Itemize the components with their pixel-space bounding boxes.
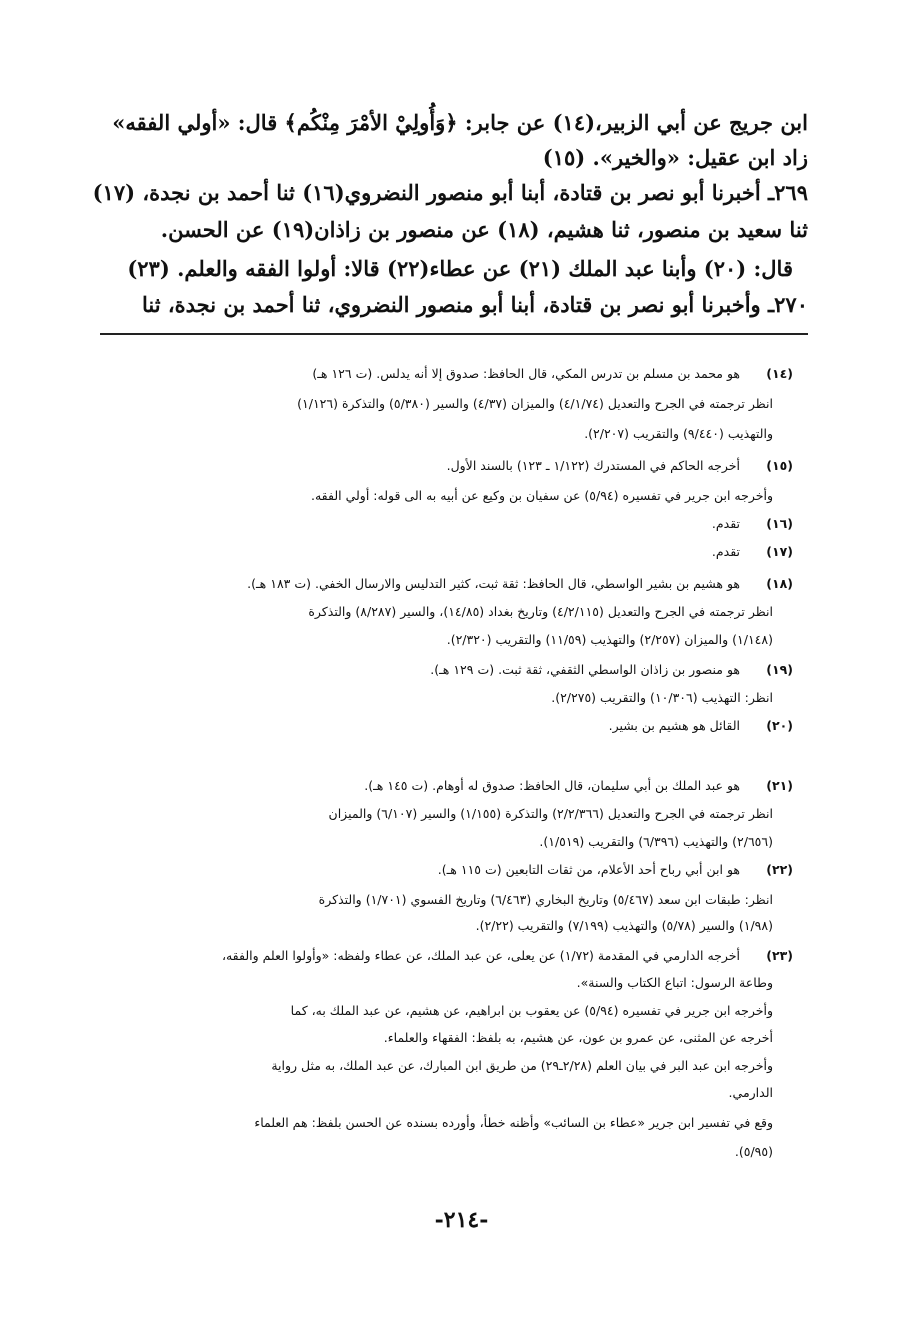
footnote-line bbox=[93, 662, 793, 677]
footnote-text: انظر ترجمته في الجرح والتعديل (٤/١/٧٤) والميزان (٤/٣٧) والسير (٥/٣٨٠) والتذكرة (١/١٢٦) bbox=[297, 396, 773, 411]
footnote-line bbox=[73, 1030, 773, 1045]
main-text-line-3: ٢٦٩ـ أخبرنا أبو نصر بن قتادة، أبنا أبو منصور النضروي(١٦) ثنا أحمد بن نجدة، (١٧) bbox=[92, 180, 808, 205]
footnote-text: والتهذيب (٩/٤٤٠) والتقريب (٢/٢٠٧). bbox=[584, 426, 773, 441]
footnote-line bbox=[93, 718, 793, 733]
footnote-number: (٢٢) bbox=[766, 862, 793, 877]
footnote-text: انظر ترجمته في الجرح والتعديل (٢/٢/٣٦٦) والتذكرة (١/١٥٥) والسير (٦/١٠٧) والميزان bbox=[328, 806, 773, 821]
footnote-text: القائل هو هشيم بن بشير. bbox=[608, 718, 740, 733]
footnote-line bbox=[73, 1115, 773, 1130]
footnote-number: (٢١) bbox=[766, 778, 793, 793]
footnote-text: (١/١٤٨) والميزان (٢/٢٥٧) والتهذيب (١١/٥٩) والتقريب (٢/٣٢٠). bbox=[446, 632, 773, 647]
footnote-line bbox=[73, 918, 773, 933]
footnote-line bbox=[73, 806, 773, 821]
footnote-line bbox=[73, 604, 773, 619]
footnote-text: انظر ترجمته في الجرح والتعديل (٤/٢/١١٥) وتاريخ بغداد (١٤/٨٥)، والسير (٨/٢٨٧) والتذكرة bbox=[308, 604, 773, 619]
footnote-text: أخرجه الدارمي في المقدمة (١/٧٢) عن يعلى، عن عبد الملك، عن عطاء ولفظه: «وأولوا العلم والفقه، bbox=[221, 948, 740, 963]
footnote-text: هو ابن أبي رباح أحد الأعلام، من ثقات التابعين (ت ١١٥ هـ). bbox=[437, 862, 740, 877]
footnote-line bbox=[73, 892, 773, 907]
footnote-line bbox=[73, 632, 773, 647]
footnote-line bbox=[73, 1144, 773, 1159]
footnote-text: وقع في تفسير ابن جرير «عطاء بن السائب» وأظنه خطأ، وأورده بسنده عن الحسن بلفظ: هم العلماء bbox=[254, 1115, 773, 1130]
footnote-text: (١/٩٨) والسير (٥/٧٨) والتهذيب (٧/١٩٩) والتقريب (٢/٢٢). bbox=[475, 918, 773, 933]
footnote-text: (٢/٦٥٦) والتهذيب (٦/٣٩٦) والتقريب (١/٥١٩). bbox=[539, 834, 773, 849]
footnote-line bbox=[73, 1085, 773, 1100]
footnote-line bbox=[93, 778, 793, 793]
footnote-line bbox=[73, 1003, 773, 1018]
footnote-line bbox=[73, 834, 773, 849]
main-text-line-1: ابن جريج عن أبي الزبير،(١٤) عن جابر: ﴿وَأُولِيْ الأمْرَ مِنْكُم﴾ قال: «أولي الفقه» bbox=[112, 110, 808, 135]
footnote-line bbox=[93, 862, 793, 877]
footnote-number: (٢٣) bbox=[766, 948, 793, 963]
footnote-text: تقدم. bbox=[711, 516, 740, 531]
footnote-number: (٢٠) bbox=[766, 718, 793, 733]
footnote-text: وأخرجه ابن جرير في تفسيره (٥/٩٤) عن يعقوب بن ابراهيم، عن هشيم، عن عبد الملك به، كما bbox=[290, 1003, 773, 1018]
page-number: -٢١٤- bbox=[434, 1207, 489, 1233]
main-text-line-6: ٢٧٠ـ وأخبرنا أبو نصر بن قتادة، أبنا أبو منصور النضروي، ثنا أحمد بن نجدة، ثنا bbox=[141, 292, 808, 317]
footnote-line bbox=[93, 516, 793, 531]
footnote-number: (١٤) bbox=[766, 366, 793, 381]
footnote-number: (١٩) bbox=[766, 662, 793, 677]
footnote-number: (١٥) bbox=[766, 458, 793, 473]
footnote-text: (٥/٩٥). bbox=[734, 1144, 773, 1159]
footnote-text: وطاعة الرسول: اتباع الكتاب والسنة». bbox=[576, 975, 773, 990]
footnote-text: هو محمد بن مسلم بن تدرس المكي، قال الحافظ: صدوق إلا أنه يدلس. (ت ١٢٦ هـ) bbox=[312, 366, 740, 381]
footnote-text: هو عبد الملك بن أبي سليمان، قال الحافظ: صدوق له أوهام. (ت ١٤٥ هـ). bbox=[364, 778, 740, 793]
footnote-line bbox=[73, 426, 773, 441]
footnote-line bbox=[93, 576, 793, 591]
main-text-line-5: قال: (٢٠) وأبنا عبد الملك (٢١) عن عطاء(٢٢) قالا: أولوا الفقه والعلم. (٢٣) bbox=[127, 256, 793, 281]
footnote-line bbox=[73, 488, 773, 503]
footnote-text: تقدم. bbox=[711, 544, 740, 559]
footnote-text: أخرجه الحاكم في المستدرك (١/١٢٢ ـ ١٢٣) بالسند الأول. bbox=[446, 458, 740, 473]
footnote-text: وأخرجه ابن عبد البر في بيان العلم (٢/٢٨ـ٢٩) من طريق ابن المبارك، عن عبد الملك، به مثل رواية bbox=[271, 1058, 773, 1073]
footnote-line bbox=[93, 948, 793, 963]
footnote-text: الدارمي. bbox=[728, 1085, 773, 1100]
footnote-line bbox=[73, 975, 773, 990]
footnote-text: وأخرجه ابن جرير في تفسيره (٥/٩٤) عن سفيان بن وكيع عن أبيه به الى قوله: أولي الفقه. bbox=[311, 488, 773, 503]
footnote-number: (١٦) bbox=[766, 516, 793, 531]
footnote-text: هو منصور بن زاذان الواسطي الثقفي، ثقة ثبت. (ت ١٢٩ هـ). bbox=[430, 662, 740, 677]
main-text-line-4: ثنا سعيد بن منصور، ثنا هشيم، (١٨) عن منصور بن زاذان(١٩) عن الحسن. bbox=[160, 217, 808, 242]
footnote-line bbox=[73, 1058, 773, 1073]
footnote-separator bbox=[100, 333, 808, 335]
footnote-text: انظر: التهذيب (١٠/٣٠٦) والتقريب (٢/٢٧٥). bbox=[551, 690, 773, 705]
main-text-line-2: زاد ابن عقيل: «والخير». (١٥) bbox=[542, 145, 808, 170]
footnote-text: انظر: طبقات ابن سعد (٥/٤٦٧) وتاريخ البخاري (٦/٤٦٣) وتاريخ الفسوي (١/٧٠١) والتذكرة bbox=[318, 892, 773, 907]
footnote-line bbox=[93, 544, 793, 559]
footnote-line bbox=[73, 396, 773, 411]
footnote-number: (١٨) bbox=[766, 576, 793, 591]
footnote-line bbox=[93, 458, 793, 473]
footnote-line bbox=[93, 366, 793, 381]
footnote-text: هو هشيم بن بشير الواسطي، قال الحافظ: ثقة ثبت، كثير التدليس والارسال الخفي. (ت ١٨٣ هـ). bbox=[247, 576, 740, 591]
footnote-text: أخرجه عن المثنى، عن عمرو بن عون، عن هشيم، به بلفظ: الفقهاء والعلماء. bbox=[383, 1030, 773, 1045]
footnote-number: (١٧) bbox=[766, 544, 793, 559]
footnote-line bbox=[73, 690, 773, 705]
